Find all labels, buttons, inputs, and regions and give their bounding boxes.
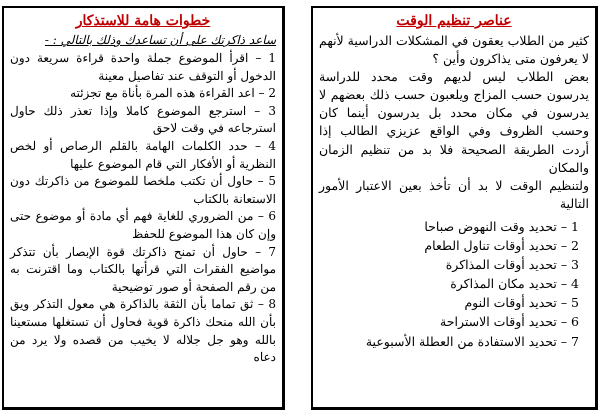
- list-item: 1 – تحديد وقت النهوض صباحا: [424, 218, 579, 234]
- step-paragraph: 3 – استرجع الموضوع كاملا وإذا تعذر ذلك حاول استرجاعه في وقت لاحق: [10, 103, 276, 136]
- list-item: 3 – تحديد أوقات المذاكرة: [445, 257, 579, 273]
- time-management-panel: [311, 6, 598, 410]
- panel-title: عناصر تنظيم الوقت: [396, 13, 512, 29]
- intro-paragraph: كثير من الطلاب يعقون في المشكلات الدراسية لأنهم لا يعرفون متى يذاكرون وأين ؟: [319, 33, 589, 67]
- step-paragraph: 6 – من الضروري للغاية فهم أي مادة أو موضوع حتى وإن كان هذا الموضوع للحفظ: [10, 209, 276, 241]
- body-paragraph: بعض الطلاب ليس لديهم وقت محدد للدراسة يدرسون حسب المزاج ويلعبون حسب ذلك بعضهم لا يدرسون في مكان محدد بل يدرسون أينما كان وحسب الظروف وفي الواقع عزيزي الطالب إذا أردت الطريقة الصحيحة فلا بد من تنظيم الزمان والمكان: [319, 69, 589, 175]
- list-item: 7 – تحديد الاستفادة من العطلة الأسبوعية: [365, 333, 579, 349]
- panel-title: خطوات هامة للاستذكار: [75, 13, 211, 29]
- lead-in-paragraph: ولتنظيم الوقت لا بد أن تأخذ بعين الاعتبار الأمور التالية: [319, 177, 589, 211]
- step-paragraph: 7 – حاول أن تمنح ذاكرتك قوة الإبصار بأن تتذكر مواضيع الفقرات التي قرأتها بالكتاب وما اقترنت به من رقم الصفحة أو صور توضيحية: [10, 244, 276, 294]
- step-paragraph: 1 – اقرأ الموضوع جملة واحدة قراءة سريعة دون الدخول أو التوقف عند تفاصيل معينة: [10, 51, 276, 83]
- step-paragraph: 5 – حاول أن تكتب ملخصا للموضوع من ذاكرتك دون الاستعانة بالكتاب: [10, 174, 276, 206]
- time-elements-list: [319, 217, 589, 351]
- list-item: 4 – تحديد مكان المذاكرة: [450, 276, 579, 292]
- list-item: 2 – تحديد أوقات تناول الطعام: [424, 238, 579, 254]
- step-paragraph: 8 – ثق تماما بأن الثقة بالذاكرة هي معول التذكر ويق بأن الله منحك ذاكرة قوية فحاول أن تستغلها مستعينا بالله وهو جل جلاله لا يخيب من قصده ولا يرد من دعاه: [10, 297, 276, 365]
- step-paragraph: 2 – اعد القراءة هذه المرة بأناة مع تجزئته: [70, 86, 276, 101]
- step-paragraph: 4 – حدد الكلمات الهامة بالقلم الرصاص أو لخص النظرية أو الأفكار التي قام الموضوع عليها: [10, 138, 276, 171]
- list-item: 6 – تحديد أوقات الاستراحة: [440, 314, 579, 330]
- study-steps-panel: [2, 6, 285, 410]
- list-item: 5 – تحديد أوقات النوم: [464, 295, 579, 311]
- panel-subtitle: ساعد ذاكرتك على أن تساعدك وذلك بالتالي : -: [44, 33, 276, 47]
